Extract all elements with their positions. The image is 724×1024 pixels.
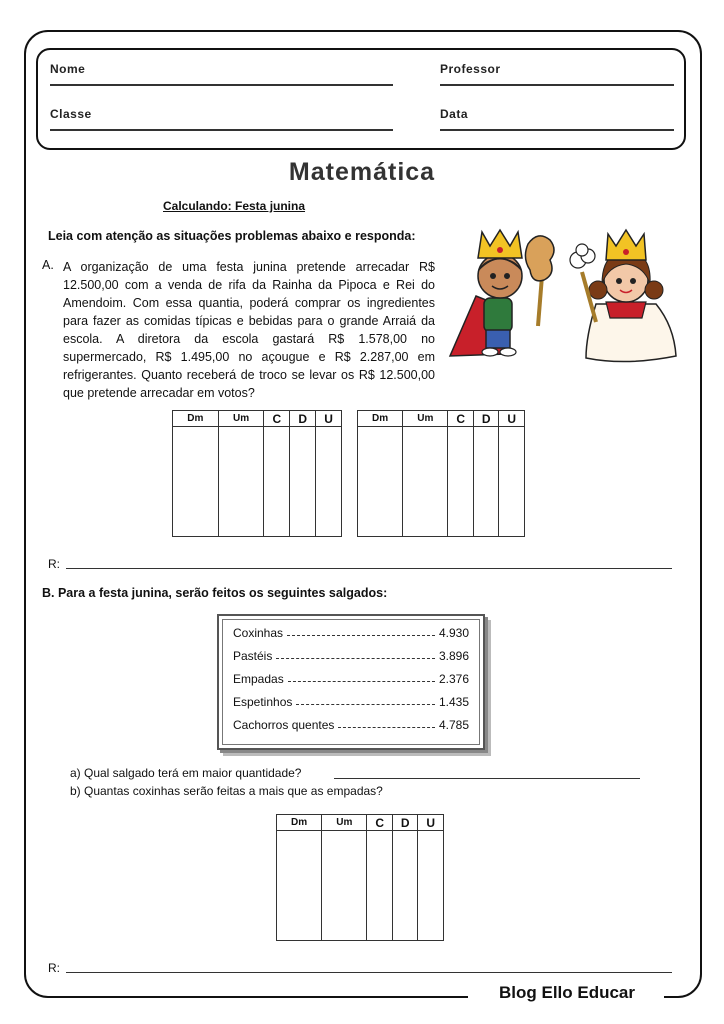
nome-field[interactable] xyxy=(50,84,393,86)
answer-line-b[interactable] xyxy=(66,972,672,973)
footer-brand: Blog Ello Educar xyxy=(498,983,636,1002)
answer-label-b: R: xyxy=(48,961,60,975)
instruction-text: Leia com atenção as situações problemas abaixo e responda: xyxy=(48,229,416,243)
item-value: 3.896 xyxy=(438,649,469,663)
page-subtitle: Calculando: Festa junina xyxy=(163,199,306,213)
salgados-list-box xyxy=(217,614,485,750)
data-field[interactable] xyxy=(440,129,674,131)
header-dm: Dm xyxy=(277,815,322,831)
header-u: U xyxy=(418,815,444,831)
header-c: C xyxy=(264,411,290,427)
place-value-table-3[interactable] xyxy=(276,814,444,941)
place-value-table-1[interactable] xyxy=(172,410,342,537)
list-item xyxy=(233,695,469,709)
answer-line-a[interactable] xyxy=(66,568,672,569)
item-name: Empadas xyxy=(233,672,284,686)
sub-question-a: a) Qual salgado terá em maior quantidade? xyxy=(70,766,302,780)
item-name: Pastéis xyxy=(233,649,273,663)
header-c: C xyxy=(448,411,474,427)
king-queen-illustration xyxy=(446,226,686,366)
classe-field[interactable] xyxy=(50,129,393,131)
student-info-box xyxy=(36,48,686,150)
item-value: 4.785 xyxy=(438,718,469,732)
header-d: D xyxy=(392,815,418,831)
answer-line-sub-a[interactable] xyxy=(334,778,640,779)
header-d: D xyxy=(290,411,316,427)
classe-label: Classe xyxy=(50,107,92,121)
answer-label-a: R: xyxy=(48,557,60,571)
professor-label: Professor xyxy=(440,62,501,76)
header-u: U xyxy=(316,411,342,427)
place-value-table-2[interactable] xyxy=(357,410,525,537)
header-d: D xyxy=(473,411,499,427)
professor-field[interactable] xyxy=(440,84,674,86)
item-name: Coxinhas xyxy=(233,626,284,640)
header-u: U xyxy=(499,411,525,427)
item-value: 4.930 xyxy=(438,626,469,640)
list-item xyxy=(233,672,469,686)
header-um: Um xyxy=(218,411,264,427)
data-label: Data xyxy=(440,107,469,121)
nome-label: Nome xyxy=(50,62,86,76)
list-item xyxy=(233,718,469,732)
header-c: C xyxy=(367,815,393,831)
item-name: Espetinhos xyxy=(233,695,293,709)
header-um: Um xyxy=(322,815,367,831)
question-a-text: A organização de uma festa junina pretende arrecadar R$ 12.500,00 com a venda de rifa da Rainha da Pipoca e Rei do Amendoim. Com essa quantia, poderá comprar os ingredientes para fazer as comidas típicas e bebidas para o grande Arraiá da escola. A diretora da escola gastará R$ 1.578,00 no supermercado, R$ 1.495,00 no açougue e R$ 2.287,00 em refrigerantes. Quanto receberá de troco se levar os R$ 12.500,00 que pretende arrecadar em votos? xyxy=(63,260,435,400)
header-dm: Dm xyxy=(358,411,403,427)
item-value: 2.376 xyxy=(438,672,469,686)
list-item xyxy=(233,649,469,663)
page-title: Matemática xyxy=(288,158,436,186)
sub-question-b: b) Quantas coxinhas serão feitas a mais que as empadas? xyxy=(70,784,383,798)
question-a-letter: A. xyxy=(42,258,54,272)
header-um: Um xyxy=(403,411,448,427)
header-dm: Dm xyxy=(173,411,219,427)
item-value: 1.435 xyxy=(438,695,469,709)
item-name: Cachorros quentes xyxy=(233,718,335,732)
list-item xyxy=(233,626,469,640)
question-b-text: B. Para a festa junina, serão feitos os seguintes salgados: xyxy=(42,586,388,600)
